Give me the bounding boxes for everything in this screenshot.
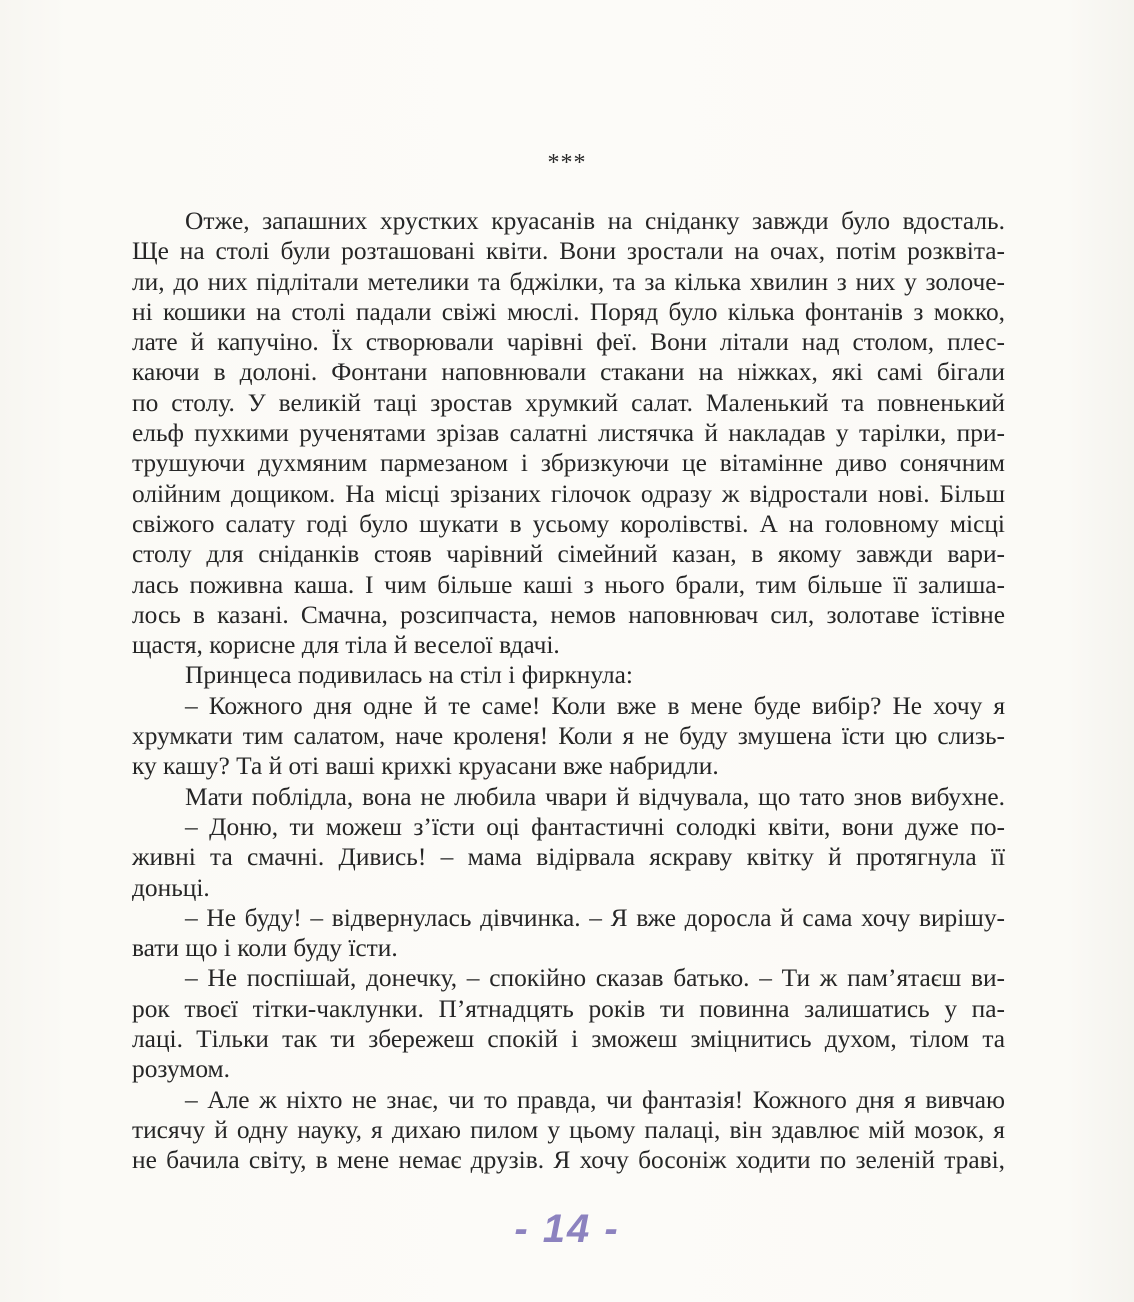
text-line: ні кошики на столі падали свіжі мюслі. Поряд було кілька фонтанів з мокко,: [132, 297, 1005, 326]
text-line: олійним дощиком. На місці зрізаних гілочок одразу ж відростали нові. Більш: [132, 479, 1005, 508]
text-line: – Не буду! – відвернулась дівчинка. – Я вже доросла й сама хочу вирішу-: [185, 903, 1005, 932]
text-line: Принцеса подивилась на стіл і фиркнула:: [185, 661, 633, 690]
text-line: рок твоєї тітки-чаклунки. П’ятнадцять років ти повинна залишатись у па-: [132, 994, 1005, 1023]
text-line: – Але ж ніхто не знає, чи то правда, чи фантазія! Кожного дня я вивчаю: [185, 1085, 1005, 1114]
text-line: Отже, запашних хрустких круасанів на сніданку завжди було вдосталь.: [185, 207, 1005, 235]
text-line: лась поживна каша. І чим більше каші з нього брали, тим більше її залиша-: [132, 570, 1005, 599]
text-line: – Кожного дня одне й те саме! Коли вже в мене буде вибір? Не хочу я: [185, 691, 1005, 720]
section-separator: ***: [547, 150, 587, 176]
text-line: столу для сніданків стояв чарівний сімейний казан, в якому завжди вари-: [132, 540, 1005, 569]
text-line: – Доню, ти можеш з’їсти оці фантастичні солодкі квіти, вони дуже по-: [185, 812, 1005, 841]
text-line: ельф пухкими рученятами зрізав салатні листячка й накладав у тарілки, при-: [132, 419, 1005, 448]
text-line: Ще на столі були розташовані квіти. Вони зростали на очах, потім розквіта-: [132, 237, 1005, 266]
text-line: Мати поблідла, вона не любила чвари й відчувала, що тато знов вибухне.: [185, 782, 1005, 811]
page-number: - 14 -: [514, 1207, 620, 1251]
text-line: ли, до них підлітали метелики та бджілки, та за кілька хвилин з них у золоче-: [132, 267, 1005, 296]
text-line: – Не поспішай, донечку, – спокійно сказав батько. – Ти ж пам’ятаєш ви-: [185, 964, 1005, 993]
text-line: свіжого салату годі було шукати в усьому королівстві. А на головному місці: [132, 509, 1005, 538]
text-line: тисячу й одну науку, я дихаю пилом у цьому палаці, він здавлює мій мозок, я: [132, 1115, 1005, 1144]
text-line: вати що і коли буду їсти.: [132, 934, 398, 963]
text-line: ку кашу? Та й оті ваші крихкі круасани вже набридли.: [132, 752, 719, 781]
text-line: доньці.: [132, 873, 210, 902]
text-line: по столу. У великій таці зростав хрумкий салат. Маленький та повненький: [132, 388, 1005, 417]
text-line: не бачила світу, в мене немає друзів. Я хочу босоніж ходити по зеленій траві,: [132, 1146, 1005, 1175]
text-line: хрумкати тим салатом, наче кроленя! Коли я не буду змушена їсти цю слизь-: [132, 722, 1005, 751]
text-line: лате й капучіно. Їх створювали чарівні феї. Вони літали над столом, плес-: [132, 328, 1005, 357]
text-line: лаці. Тільки так ти збережеш спокій і зможеш зміцнитись духом, тілом та: [132, 1025, 1005, 1054]
body-text: [132, 206, 1005, 1176]
text-line: каючи в долоні. Фонтани наповнювали стакани на ніжках, які самі бігали: [132, 358, 1005, 387]
text-line: трушуючи духмяним пармезаном і збризкуючи це вітамінне диво сонячним: [132, 449, 1005, 478]
text-line: розумом.: [132, 1055, 230, 1084]
text-line: живні та смачні. Дивись! – мама відірвала яскраву квітку й протягнула її: [132, 843, 1005, 872]
text-line: щастя, корисне для тіла й веселої вдачі.: [132, 631, 560, 660]
text-line: лось в казані. Смачна, розсипчаста, немов наповнювач сил, золотаве їстівне: [132, 600, 1005, 629]
